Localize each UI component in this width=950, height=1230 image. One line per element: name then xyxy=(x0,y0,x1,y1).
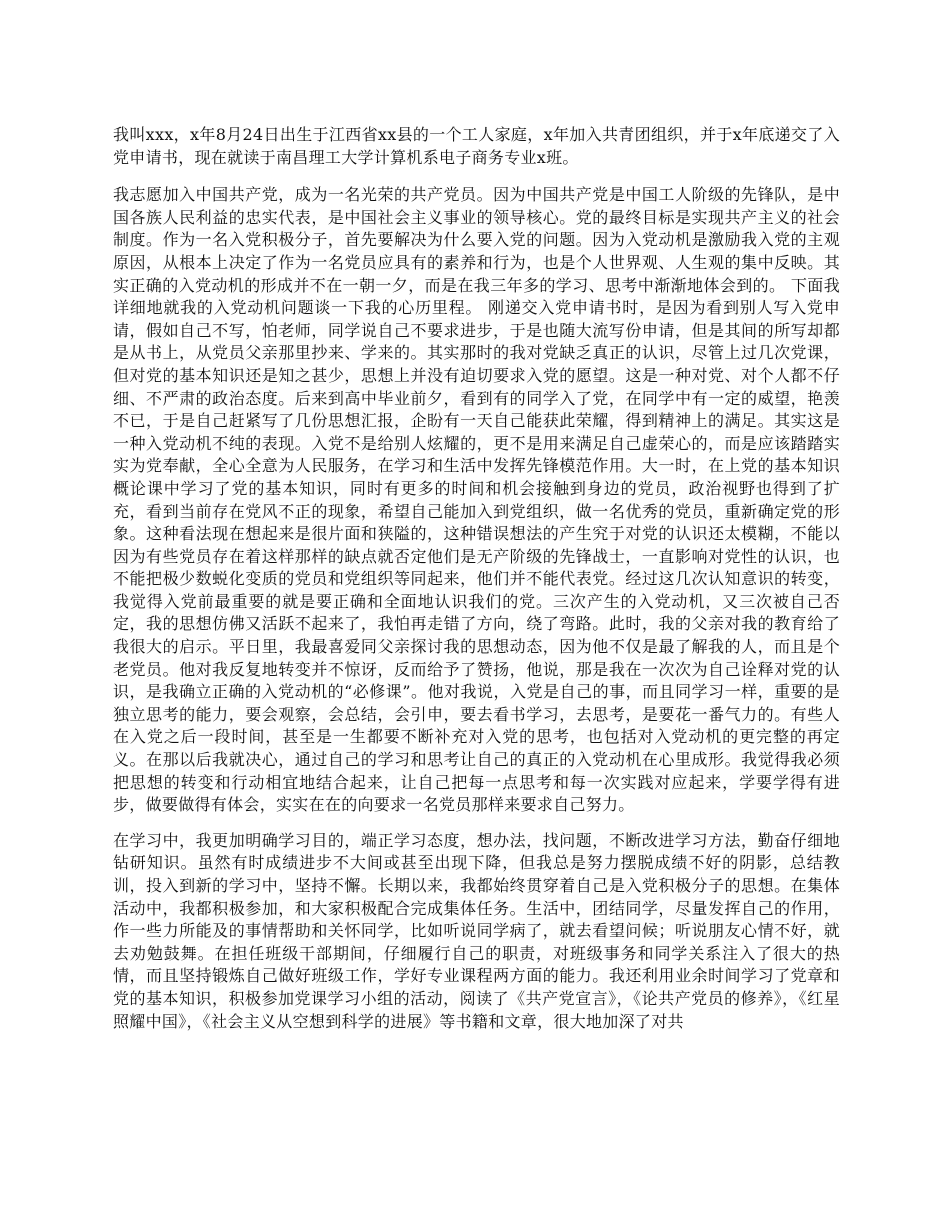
paragraph-intro: 我叫xxx，x年8月24日出生于江西省xx县的一个工人家庭，x年加入共青团组织，并于x年底递交了入党申请书，现在就读于南昌理工大学计算机系电子商务专业x班。 xyxy=(113,125,840,167)
document-body xyxy=(113,124,840,1046)
paragraph-motivation: 我志愿加入中国共产党，成为一名光荣的共产党员。因为中国共产党是中国工人阶级的先锋队，是中国各族人民利益的忠实代表，是中国社会主义事业的领导核心。党的最终目标是实现共产主义的社会制度。作为一名入党积极分子，首先要解决为什么要入党的问题。因为入党动机是激励我入党的主观原因，从根本上决定了作为一名党员应具有的素养和行为，也是个人世界观、人生观的集中反映。其实正确的入党动机的形成并不在一朝一夕，而是在我三年多的学习、思考中渐渐地体会到的。 下面我详细地就我的入党动机问题谈一下我的心历里程。 刚递交入党申请书时，是因为看到别人写入党申请，假如自己不写，怕老师，同学说自己不要求进步，于是也随大流写份申请，但是其间的所写却都是从书上，从党员父亲那里抄来、学来的。其实那时的我对党缺乏真正的认识，尽管上过几次党课，但对党的基本知识还是知之甚少，思想上并没有迫切要求入党的愿望。这是一种对党、对个人都不仔细、不严肃的政治态度。后来到高中毕业前夕，看到有的同学入了党，在同学中有一定的威望，艳羡不已，于是自己赶紧写了几份思想汇报，企盼有一天自己能获此荣耀，得到精神上的满足。其实这是一种入党动机不纯的表现。入党不是给别人炫耀的，更不是用来满足自己虚荣心的，而是应该踏踏实实为党奉献，全心全意为人民服务，在学习和生活中发挥先锋模范作用。大一时，在上党的基本知识概论课中学习了党的基本知识，同时有更多的时间和机会接触到身边的党员，政治视野也得到了扩充，看到当前存在党风不正的现象，希望自己能加入到党组织，做一名优秀的党员，重新确定党的形象。这种看法现在想起来是很片面和狭隘的，这种错误想法的产生究于对党的认识还太模糊，不能以因为有些党员存在着这样那样的缺点就否定他们是无产阶级的先锋战士，一直影响对党性的认识，也不能把极少数蜕化变质的党员和党组织等同起来，他们并不能代表党。经过这几次认知意识的转变，我觉得入党前最重要的就是要正确和全面地认识我们的党。三次产生的入党动机，又三次被自己否定，我的思想仿佛又活跃不起来了，我怕再走错了方向，绕了弯路。此时，我的父亲对我的教育给了我很大的启示。平日里，我最喜爱同父亲探讨我的思想动态，因为他不仅是最了解我的人，而且是个老党员。他对我反复地转变并不惊讶，反而给予了赞扬，他说，那是我在一次次为自己诠释对党的认识，是我确立正确的入党动机的“必修课”。他对我说，入党是自己的事，而且同学习一样，重要的是独立思考的能力，要会观察，会总结，会引申，要去看书学习，去思考，是要花一番气力的。有些人在入党之后一段时间，甚至是一生都要不断补充对入党的思考，也包括对入党动机的更完整的再定义。在那以后我就决心，通过自己的学习和思考让自己的真正的入党动机在心里成形。我觉得我必须把思想的转变和行动相宜地结合起来，让自己把每一点思考和每一次实践对应起来，学要学得有进步，做要做得有体会，实实在在的向要求一名党员那样来要求自己努力。 xyxy=(113,185,840,815)
paragraph-study: 在学习中，我更加明确学习目的，端正学习态度，想办法，找问题，不断改进学习方法，勤奋仔细地钻研知识。虽然有时成绩进步不大间或甚至出现下降，但我总是努力摆脱成绩不好的阴影，总结教训，投入到新的学习中，坚持不懈。长期以来，我都始终贯穿着自己是入党积极分子的思想。在集体活动中，我都积极参加，和大家积极配合完成集体任务。生活中，团结同学，尽量发挥自己的作用，作一些力所能及的事情帮助和关怀同学，比如听说同学病了，就去看望问候；听说朋友心情不好，就去劝勉鼓舞。在担任班级干部期间，仔细履行自己的职责，对班级事务和同学关系注入了很大的热情，而且坚持锻炼自己做好班级工作，学好专业课程两方面的能力。我还利用业余时间学习了党章和党的基本知识，积极参加党课学习小组的活动，阅读了《共产党宣言》，《论共产党员的修养》，《红星照耀中国》，《社会主义从空想到科学的进展》等书籍和文章，很大地加深了对共 xyxy=(113,830,840,1031)
